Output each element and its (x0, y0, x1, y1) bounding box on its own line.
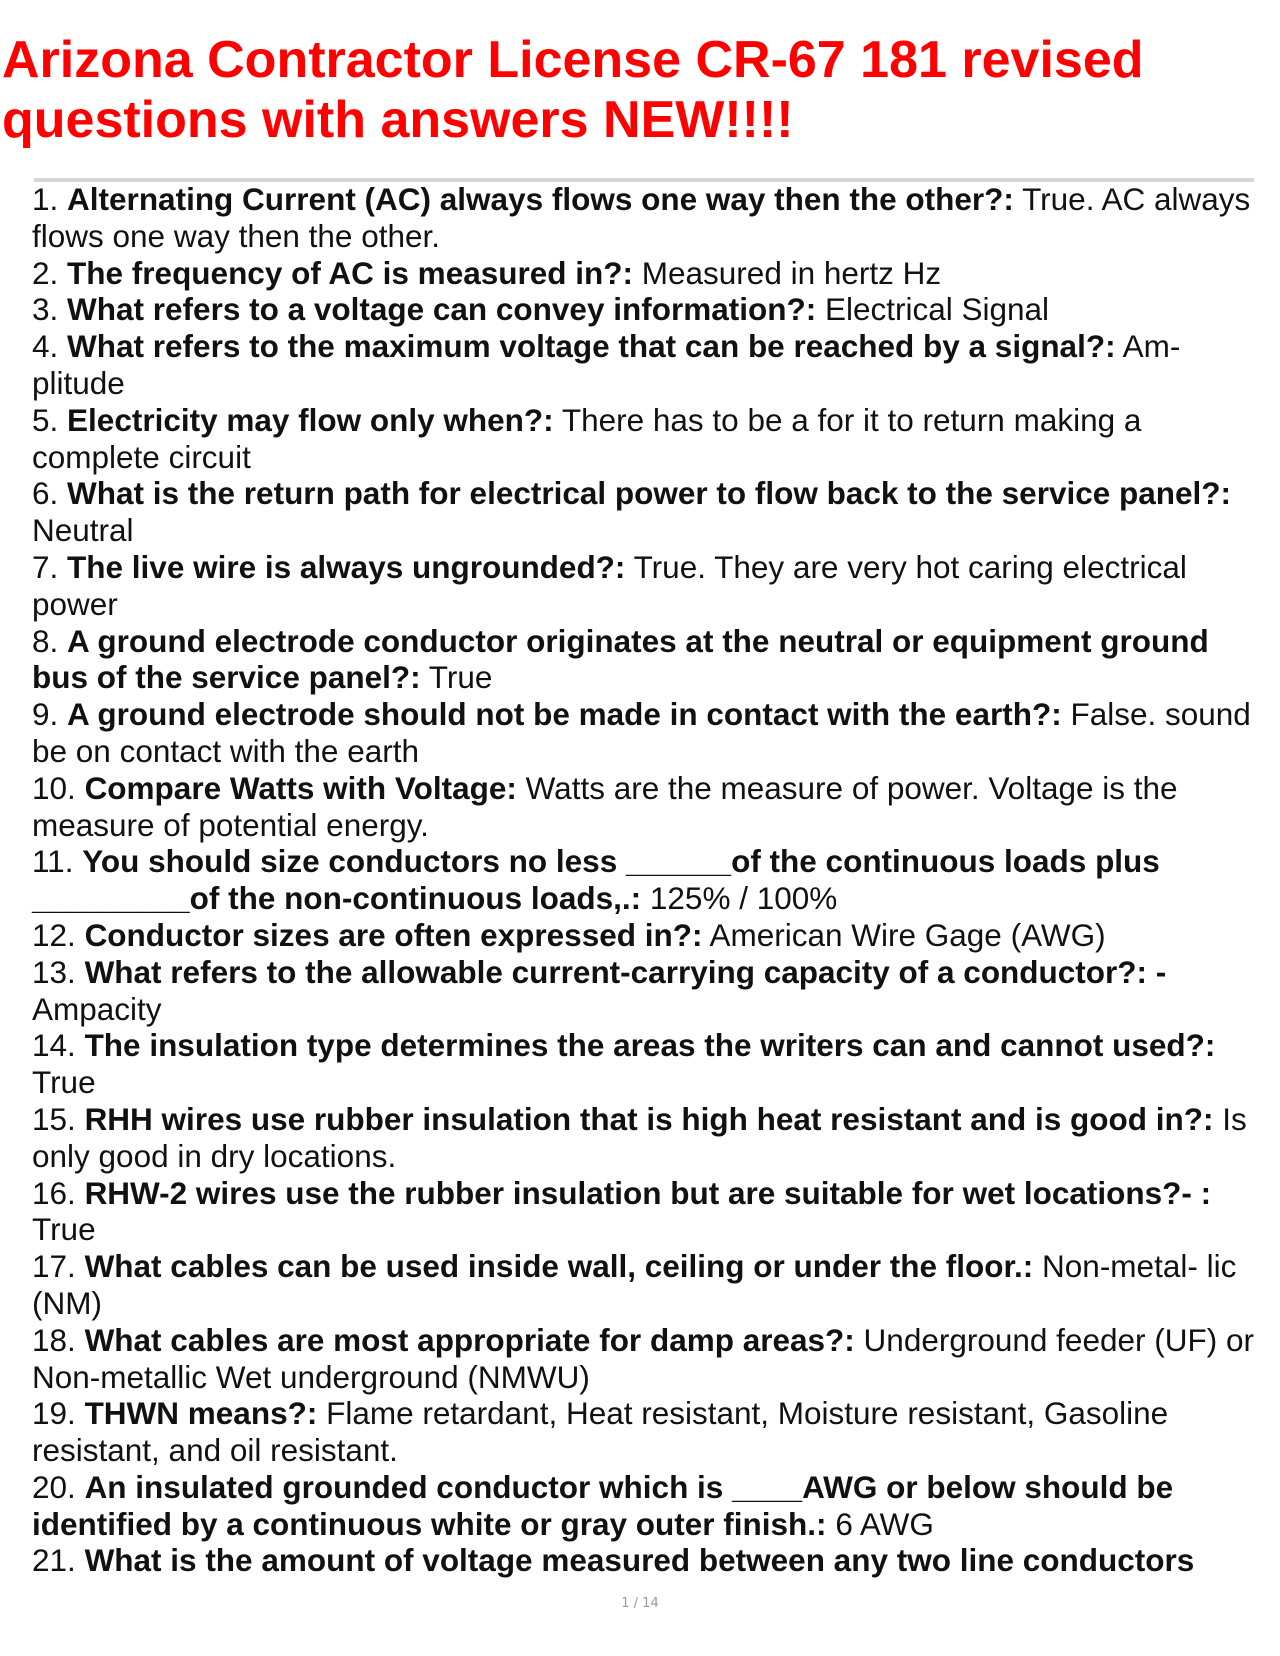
item-answer: Flame retardant, Heat resistant, Moisture resistant, Gasoline resistant, and oil resistant. (32, 1395, 1169, 1469)
list-item (32, 696, 1254, 770)
item-number: 6. (32, 475, 59, 512)
item-number: 7. (32, 548, 59, 585)
item-question: A ground electrode conductor originates at the neutral or equipment ground bus of the service panel?: (32, 622, 1209, 696)
item-answer: Measured in hertz Hz (641, 254, 942, 291)
item-answer: Underground feeder (UF) or Non-metallic Wet underground (NMWU) (32, 1321, 1254, 1395)
item-answer: False. sound be on contact with the earth (32, 696, 1251, 769)
item-number: 9. (32, 696, 59, 733)
item-number: 19. (32, 1395, 76, 1432)
item-number: 17. (32, 1248, 76, 1285)
list-item (32, 623, 1254, 697)
item-answer: Neutral (32, 512, 134, 549)
item-number: 3. (32, 291, 59, 328)
item-answer: Ampacity (32, 990, 162, 1027)
list-item (32, 770, 1254, 844)
list-item (32, 181, 1254, 255)
document-title: Arizona Contractor License CR-67 181 revised questions with answers NEW!!!! (2, 31, 1144, 149)
list-item (32, 1248, 1254, 1322)
item-number: 1. (32, 181, 59, 217)
item-answer: Watts are the measure of power. Voltage is the measure of potential energy. (32, 769, 1178, 843)
list-item (32, 291, 1254, 328)
item-number: 15. (32, 1100, 76, 1137)
item-question: What is the amount of voltage measured between any two line conductors (84, 1542, 1195, 1579)
list-item (32, 1027, 1254, 1101)
item-number: 11. (32, 843, 74, 880)
item-answer: True (32, 1211, 96, 1248)
list-item (32, 1542, 1254, 1579)
item-number: 20. (32, 1468, 76, 1505)
page-indicator: 1 / 14 (621, 1596, 659, 1611)
item-question: The frequency of AC is measured in?: (67, 254, 633, 291)
list-item (32, 954, 1254, 1028)
item-question: What refers to the allowable current-carrying capacity of a conductor?: - (84, 953, 1167, 990)
list-item (32, 328, 1254, 402)
item-answer: 6 AWG (835, 1505, 934, 1542)
item-answer: Electrical Signal (824, 291, 1050, 328)
list-item (32, 475, 1254, 549)
item-answer: True. They are very hot caring electrical power (32, 548, 1187, 622)
item-question: THWN means?: (84, 1395, 318, 1432)
list-item (32, 917, 1254, 954)
list-item (32, 1101, 1254, 1175)
list-item (32, 1469, 1254, 1543)
item-number: 13. (32, 953, 76, 990)
item-question: What cables can be used inside wall, ceiling or under the floor.: (84, 1248, 1034, 1285)
item-number: 2. (32, 254, 59, 291)
item-question: Conductor sizes are often expressed in?: (84, 916, 703, 953)
item-question: What cables are most appropriate for damp areas?: (84, 1321, 855, 1358)
list-item (32, 1322, 1254, 1396)
list-item (32, 1175, 1254, 1249)
list-item (32, 549, 1254, 623)
item-answer: 125% / 100% (649, 880, 838, 917)
item-answer: True (428, 659, 493, 696)
item-answer: True (32, 1064, 96, 1101)
list-item (32, 402, 1254, 476)
item-answer: American Wire Gage (AWG) (709, 916, 1106, 953)
item-question: RHW-2 wires use the rubber insulation but are suitable for wet locations?- : (84, 1174, 1212, 1211)
item-number: 4. (32, 328, 59, 365)
item-number: 16. (32, 1174, 76, 1211)
item-question: You should size conductors no less ______of the continuous loads plus _________of the non-continuous loads,.: (32, 843, 1160, 917)
item-answer: Is only good in dry locations. (32, 1100, 1247, 1174)
item-answer: Non-metal- lic (NM) (32, 1248, 1237, 1321)
item-question: The insulation type determines the areas the writers can and cannot used?: (84, 1027, 1216, 1064)
item-question: Compare Watts with Voltage: (84, 769, 517, 806)
item-number: 10. (32, 769, 76, 806)
item-number: 18. (32, 1321, 76, 1358)
item-answer: There has to be a for it to return making a complete circuit (32, 401, 1142, 475)
list-item (32, 1395, 1254, 1469)
item-answer: Am- plitude (32, 328, 1181, 401)
item-question: What is the return path for electrical power to flow back to the service panel?: (67, 475, 1232, 512)
item-question: Alternating Current (AC) always flows one way then the other?: (67, 181, 1014, 217)
item-question: Electricity may flow only when?: (67, 401, 554, 438)
item-number: 12. (32, 916, 76, 953)
item-number: 21. (32, 1542, 76, 1579)
item-question: What refers to a voltage can convey information?: (67, 291, 817, 328)
item-number: 14. (32, 1027, 76, 1064)
item-number: 5. (32, 401, 59, 438)
list-item (32, 843, 1254, 917)
item-question: RHH wires use rubber insulation that is high heat resistant and is good in?: (84, 1100, 1214, 1137)
question-list (32, 181, 1254, 1579)
item-answer: True. AC always flows one way then the other. (32, 181, 1251, 254)
item-question: An insulated grounded conductor which is ____AWG or below should be identified by a continuous white or gray outer finish.: (32, 1468, 1174, 1542)
item-question: A ground electrode should not be made in contact with the earth?: (67, 696, 1062, 733)
item-question: What refers to the maximum voltage that can be reached by a signal?: (67, 328, 1116, 365)
item-question: The live wire is always ungrounded?: (67, 548, 626, 585)
item-number: 8. (32, 622, 59, 659)
list-item (32, 255, 1254, 292)
